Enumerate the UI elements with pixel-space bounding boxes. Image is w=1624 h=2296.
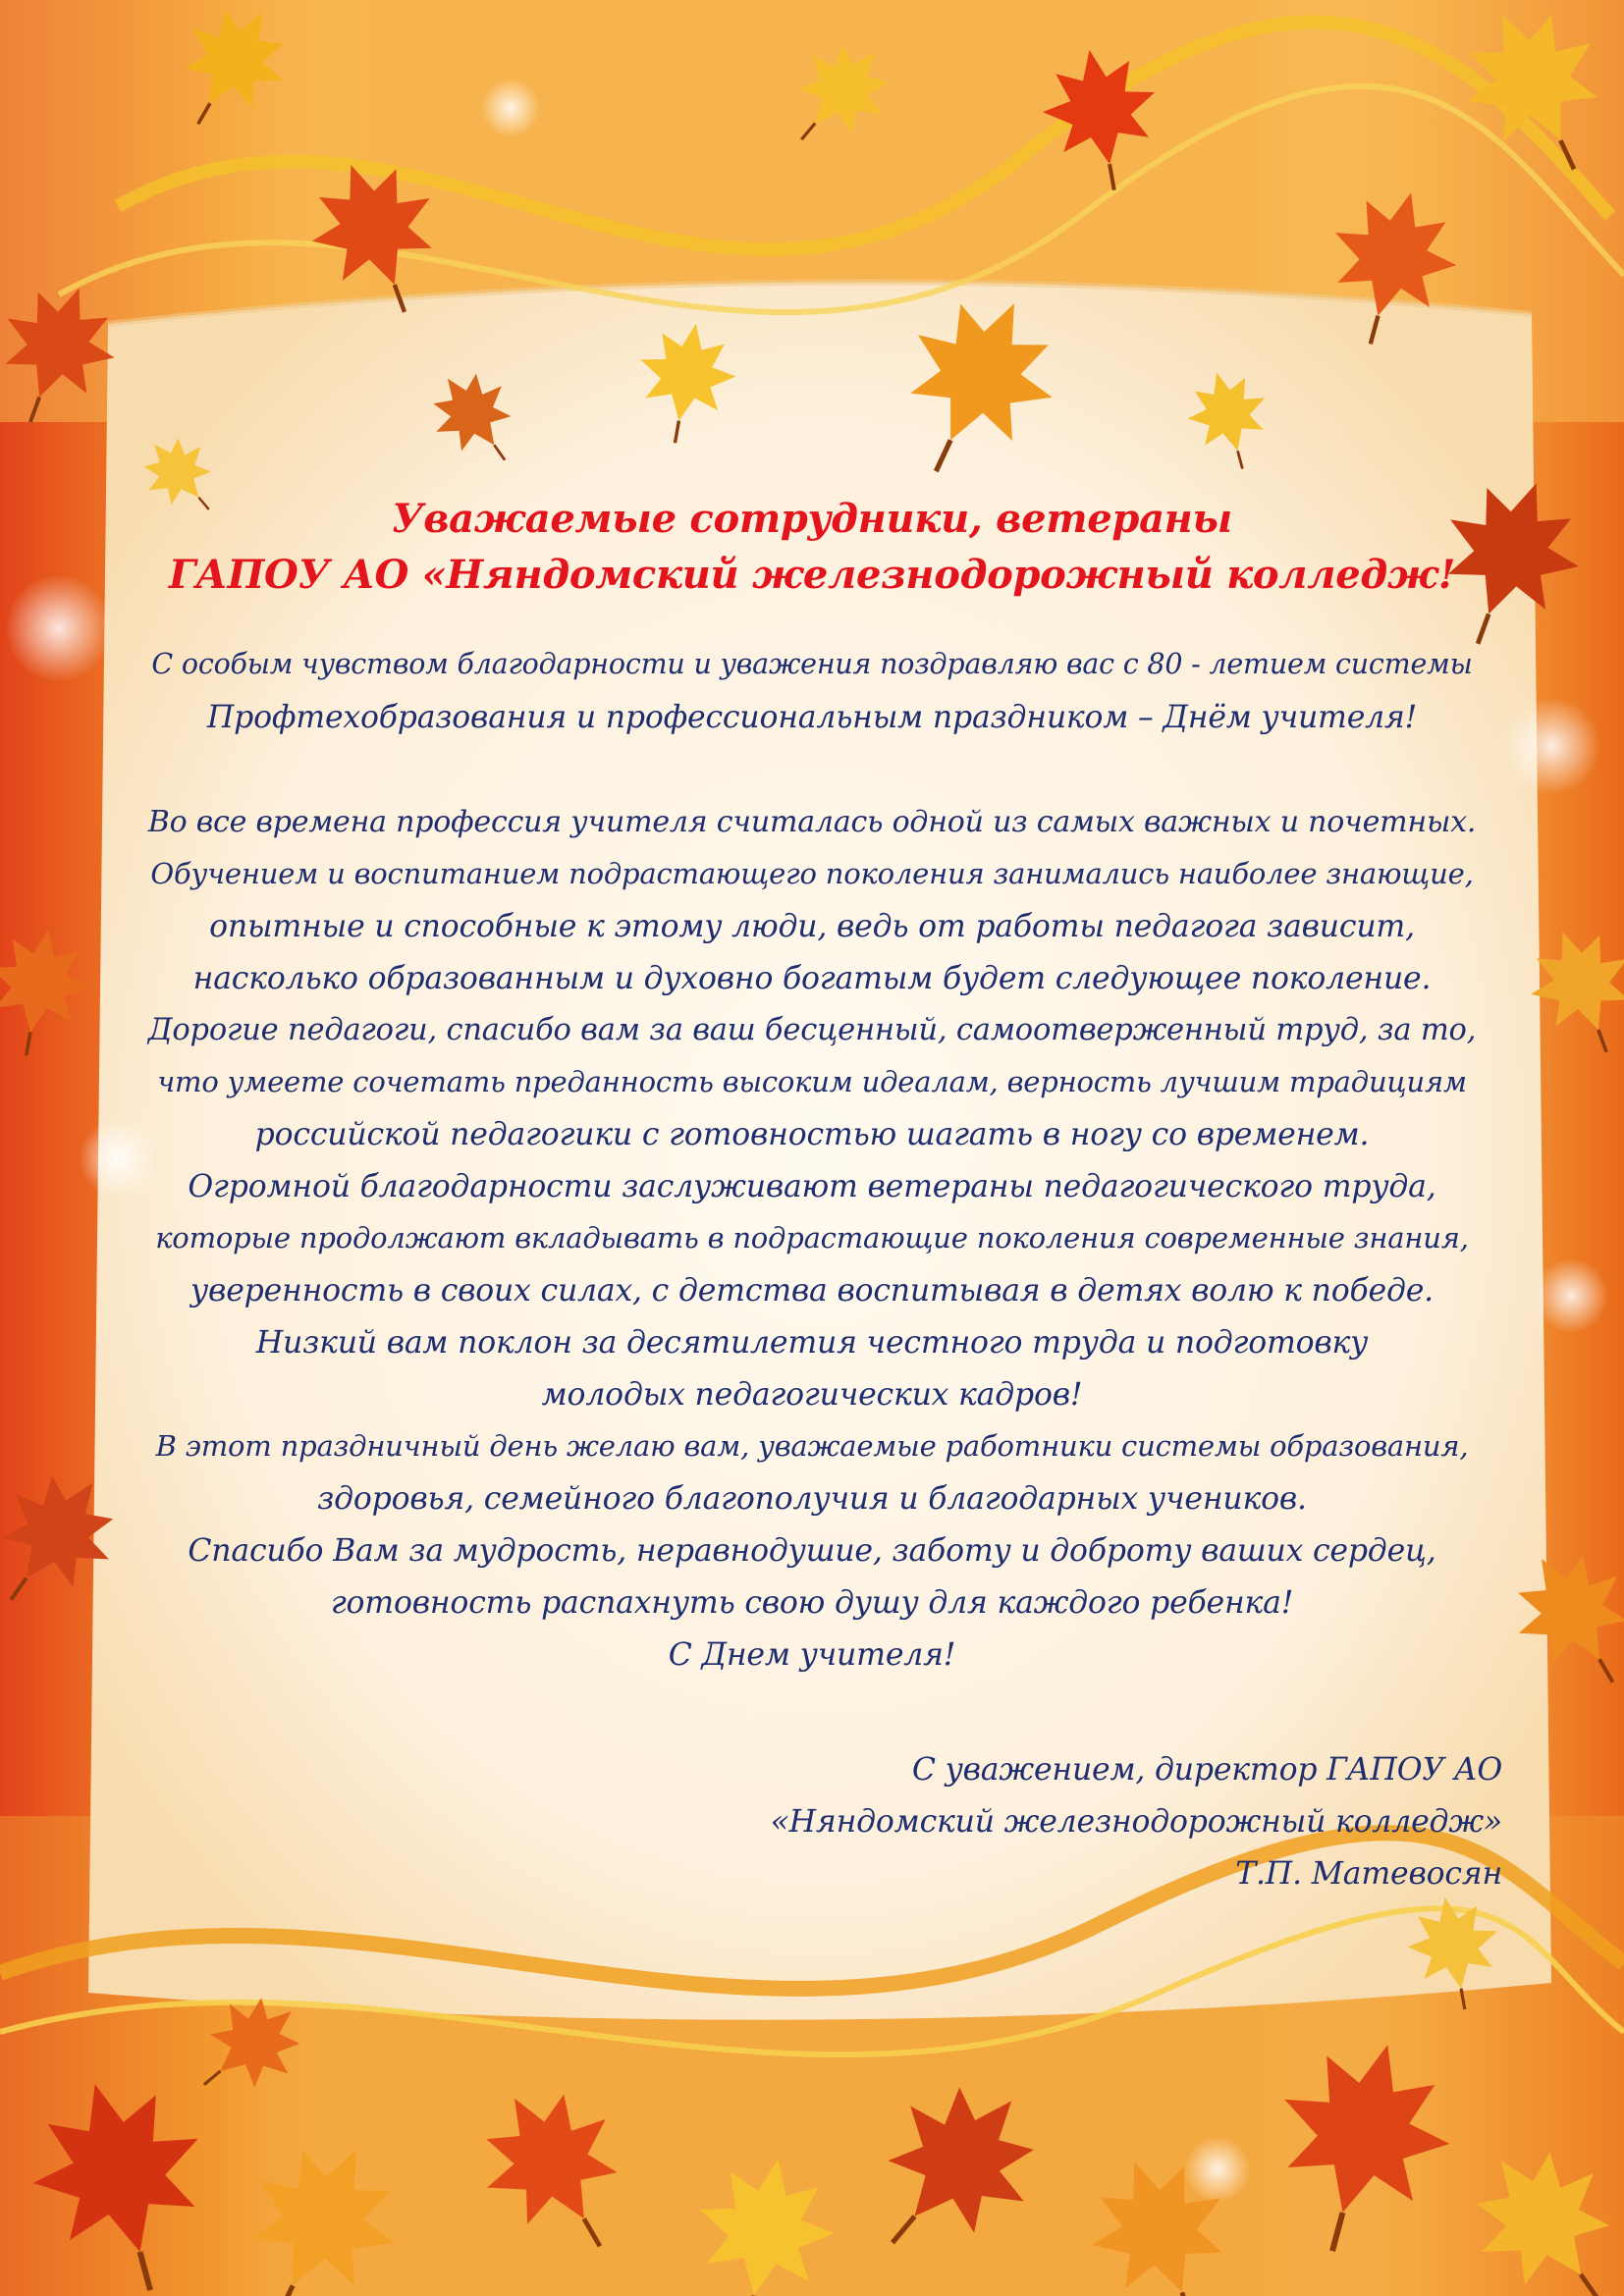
signature-line: «Няндомский железнодорожный колледж» xyxy=(770,1804,1502,1840)
body-line: что умеете сочетать преданность высоким идеалам, верность лучшим традициям xyxy=(157,1065,1467,1098)
body-line: Низкий вам поклон за десятилетия честного труда и подготовку xyxy=(255,1325,1369,1361)
body-line: Огромной благодарности заслуживают ветераны педагогического труда, xyxy=(188,1169,1436,1204)
body-line: которые продолжают вкладывать в подрастающие поколения современные знания, xyxy=(155,1221,1469,1255)
intro-line: С особым чувством благодарности и уважения поздравляю вас с 80 - летием системы xyxy=(151,648,1473,680)
body-line: насколько образованным и духовно богатым будет следующее поколение. xyxy=(192,961,1432,996)
body-line: Обучением и воспитанием подрастающего поколения занимались наиболее знающие, xyxy=(150,857,1474,890)
body-line: здоровья, семейного благополучия и благодарных учеников. xyxy=(317,1481,1307,1517)
body-line: готовность распахнуть свою душу для каждого ребенка! xyxy=(330,1585,1294,1621)
body-line: В этот праздничный день желаю вам, уважаемые работники системы образования, xyxy=(155,1429,1469,1463)
body-line: Дорогие педагоги, спасибо вам за ваш бесценный, самоотверженный труд, за то, xyxy=(147,1013,1477,1047)
signature-name: Т.П. Матевосян xyxy=(1235,1856,1502,1892)
body-line: российской педагогики с готовностью шагать в ногу со временем. xyxy=(254,1117,1370,1152)
signature-line: С уважением, директор ГАПОУ АО xyxy=(911,1752,1502,1788)
body-line: С Днем учителя! xyxy=(668,1637,956,1673)
body-line: опытные и способные к этому люди, ведь от работы педагога зависит, xyxy=(209,909,1415,944)
heading-line-2: ГАПОУ АО «Няндомский железнодорожный колледж! xyxy=(168,552,1456,598)
body-line: уверенность в своих силах, с детства воспитывая в детях волю к победе. xyxy=(189,1273,1434,1308)
intro-line: Профтехобразования и профессиональным праздником – Днём учителя! xyxy=(206,700,1418,735)
body-line: молодых педагогических кадров! xyxy=(541,1377,1083,1413)
body-line: Спасибо Вам за мудрость, неравнодушие, заботу и доброту ваших сердец, xyxy=(188,1533,1436,1569)
body-line: Во все времена профессия учителя считалась одной из самых важных и почетных. xyxy=(147,805,1477,839)
heading-line-1: Уважаемые сотрудники, ветераны xyxy=(392,496,1232,542)
